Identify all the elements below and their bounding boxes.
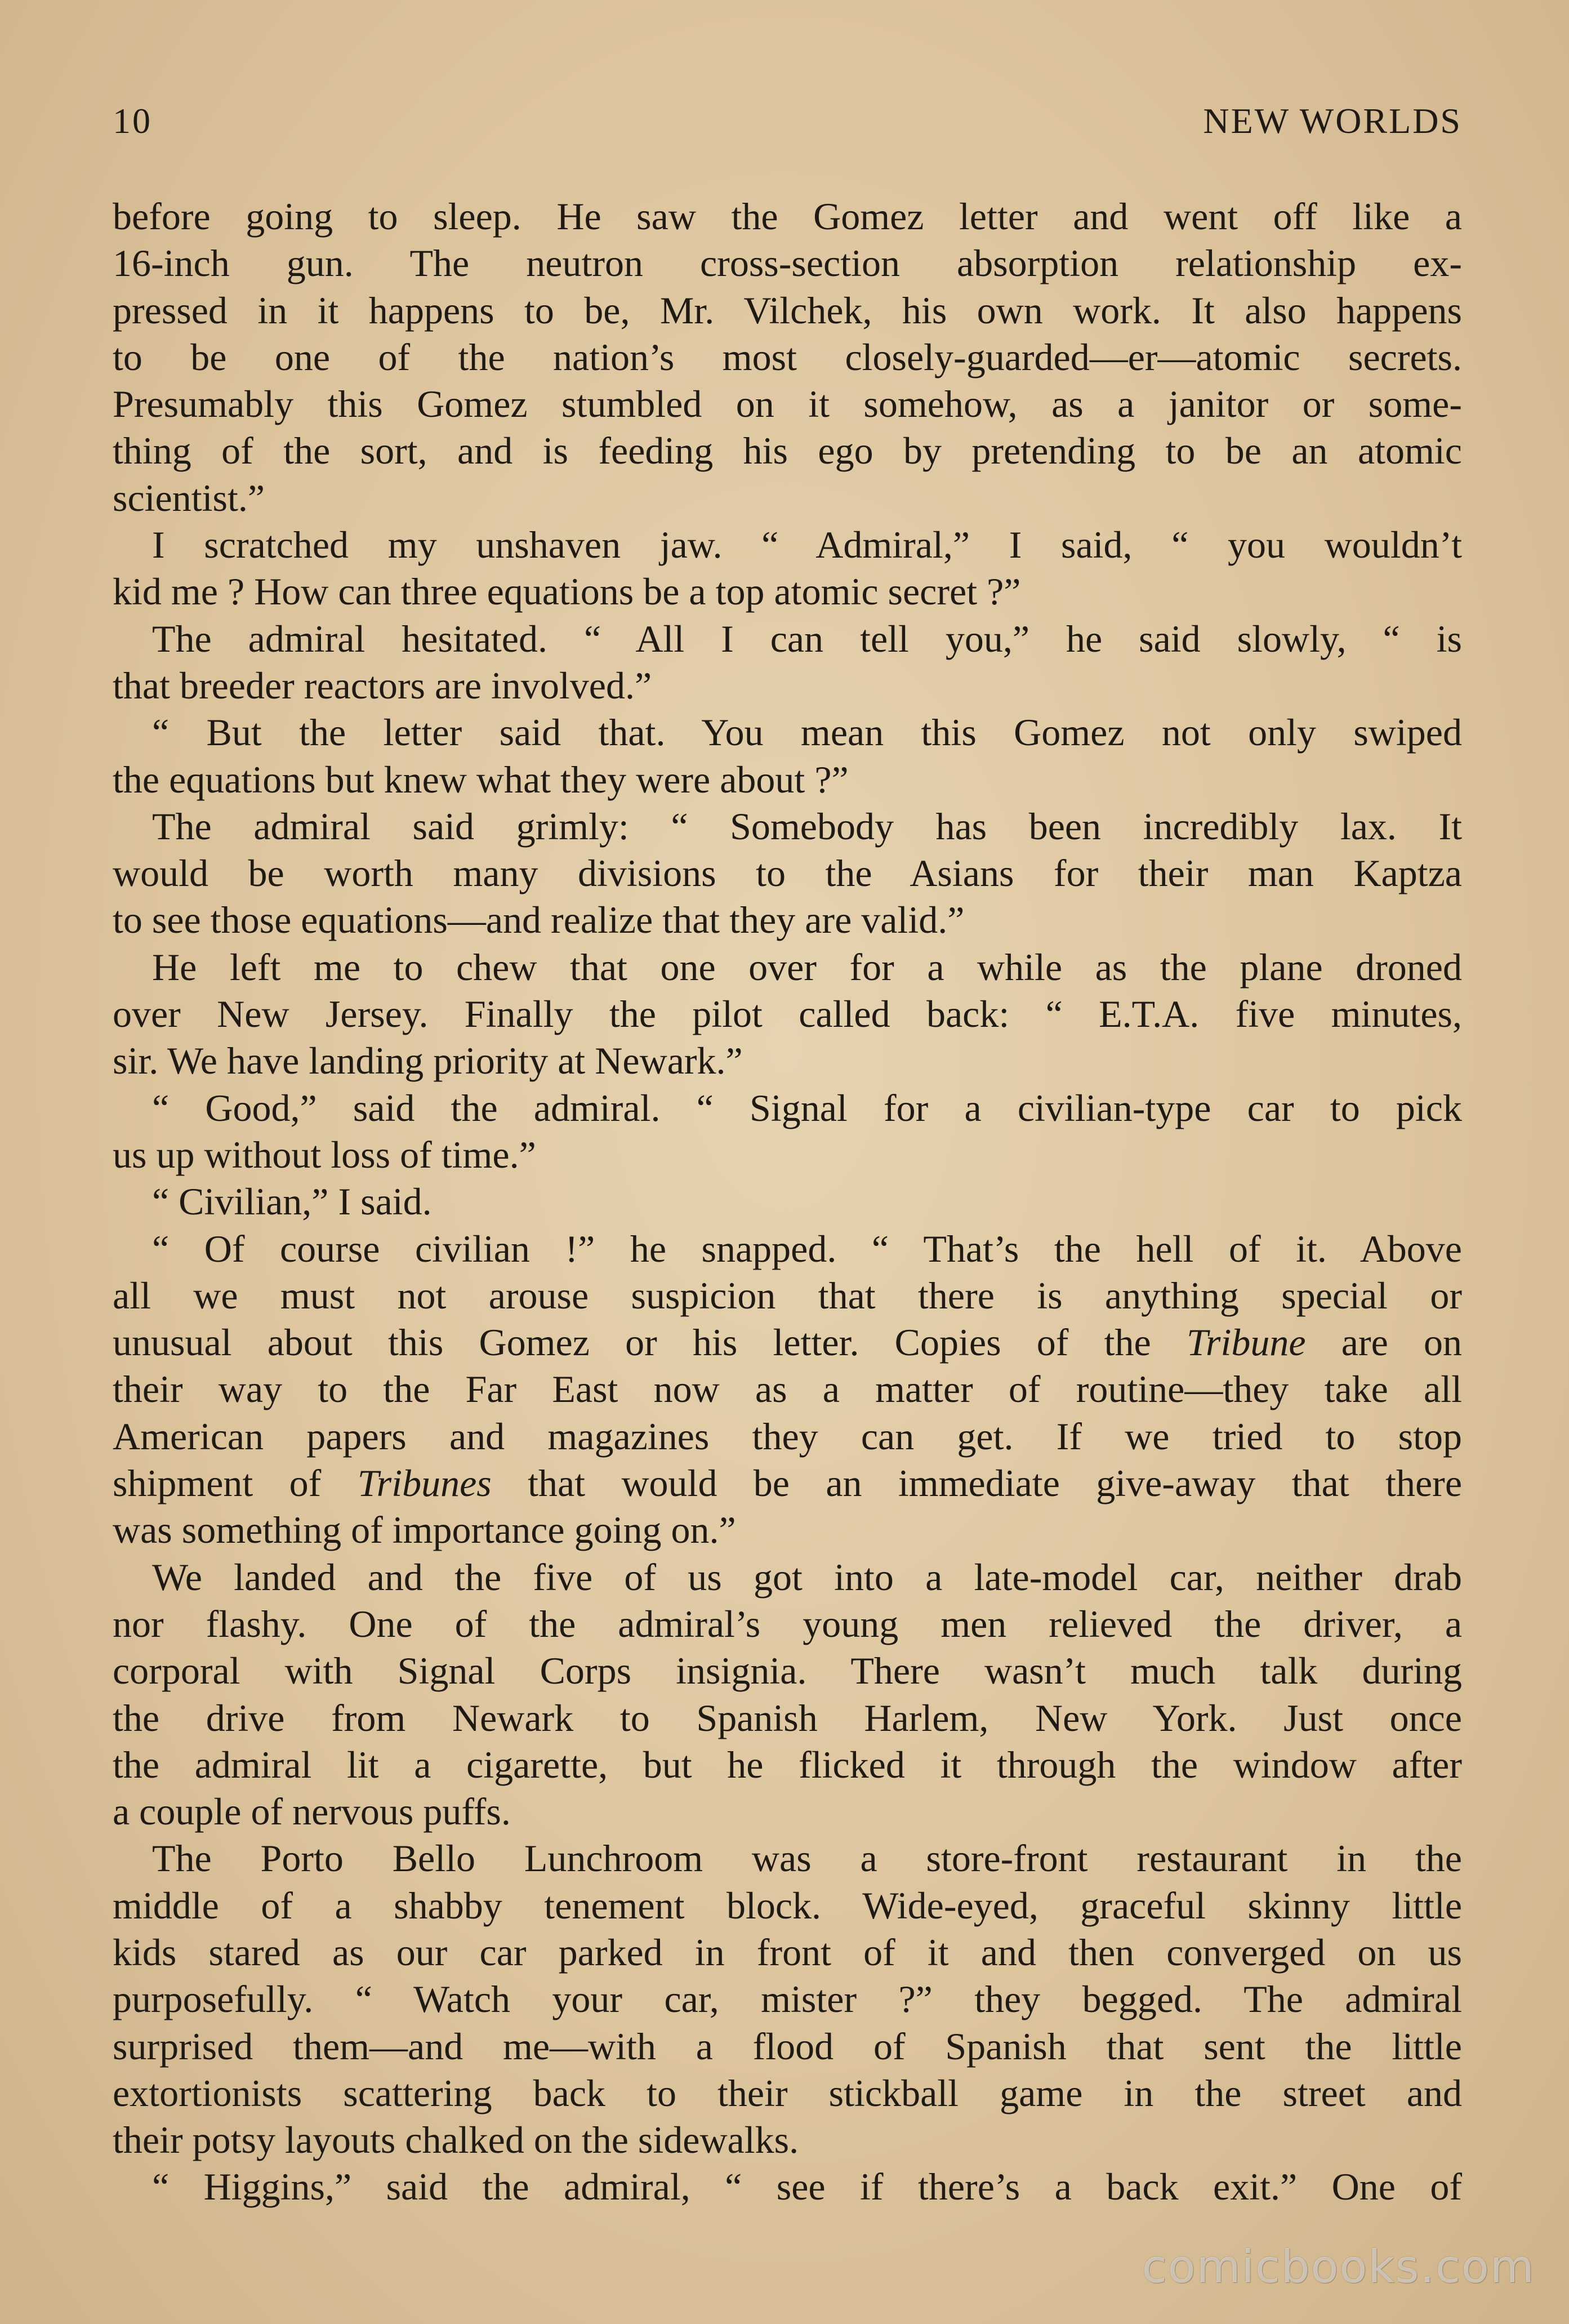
paragraph [113, 1085, 1462, 1179]
text-line: was something of importance going on.” [113, 1508, 736, 1552]
paragraph [113, 1178, 1462, 1225]
paragraph [113, 522, 1462, 616]
paragraph [113, 803, 1462, 944]
text-line: the admiral lit a cigarette, but he flicked it through the window after [113, 1743, 1462, 1786]
watermark-logo: comicbooks.com [1142, 2241, 1535, 2293]
italic-title: Tribunes [357, 1462, 492, 1505]
text-line: that breeder reactors are involved.” [113, 664, 652, 707]
text-line: “ Higgins,” said the admiral, “ see if there’s a back exit.” One of [152, 2165, 1462, 2209]
text-line: shipment of Tribunes that would be an immediate give-away that there [113, 1462, 1462, 1505]
paragraph [113, 1835, 1462, 2163]
text-line: “ Good,” said the admiral. “ Signal for a civilian-type car to pick [152, 1086, 1462, 1129]
text-line: “ Civilian,” I said. [152, 1180, 432, 1223]
text-line: their way to the Far East now as a matter of routine—they take all [113, 1368, 1462, 1411]
text-line: to be one of the nation’s most closely-guarded—er—atomic secrets. [113, 335, 1462, 379]
text-line: the equations but knew what they were about ?” [113, 758, 849, 801]
text-line: sir. We have landing priority at Newark.” [113, 1039, 743, 1083]
text-line: to see those equations—and realize that they are valid.” [113, 898, 965, 942]
paragraph [113, 193, 1462, 522]
page-number: 10 [113, 101, 152, 141]
text-line: We landed and the five of us got into a late-model car, neither drab [152, 1555, 1462, 1599]
text-line: Presumably this Gomez stumbled on it somehow, as a janitor or some- [113, 382, 1462, 426]
text-line: kids stared as our car parked in front of it and then converged on us [113, 1930, 1462, 1974]
text-line: The admiral hesitated. “ All I can tell you,” he said slowly, “ is [152, 617, 1462, 660]
text-line: surprised them—and me—with a flood of Spanish that sent the little [113, 2024, 1462, 2068]
text-line: He left me to chew that one over for a while as the plane droned [152, 945, 1462, 989]
text-line: 16-inch gun. The neutron cross-section absorption relationship ex- [113, 242, 1462, 285]
text-line: would be worth many divisions to the Asians for their man Kaptza [113, 852, 1462, 895]
text-line: over New Jersey. Finally the pilot called back: “ E.T.A. five minutes, [113, 992, 1462, 1036]
text-line: us up without loss of time.” [113, 1133, 536, 1176]
text-line: their potsy layouts chalked on the sidewalks. [113, 2118, 799, 2162]
text-line: extortionists scattering back to their stickball game in the street and [113, 2071, 1462, 2114]
italic-title: Tribune [1186, 1321, 1306, 1364]
text-line: The Porto Bello Lunchroom was a store-front restaurant in the [152, 1837, 1462, 1880]
text-line: purposefully. “ Watch your car, mister ?” they begged. The admiral [113, 1978, 1462, 2021]
text-line: middle of a shabby tenement block. Wide-eyed, graceful skinny little [113, 1884, 1462, 1927]
text-line: “ Of course civilian !” he snapped. “ That’s the hell of it. Above [152, 1227, 1462, 1270]
paragraph [113, 1554, 1462, 1836]
paragraph [113, 616, 1462, 710]
text-line: all we must not arouse suspicion that there is anything special or [113, 1274, 1462, 1317]
text-line: corporal with Signal Corps insignia. There wasn’t much talk during [113, 1649, 1462, 1693]
text-line: a couple of nervous puffs. [113, 1790, 511, 1833]
text-line: unusual about this Gomez or his letter. Copies of the Tribune are on [113, 1321, 1462, 1364]
text-line: before going to sleep. He saw the Gomez letter and went off like a [113, 195, 1462, 238]
paragraph [113, 1226, 1462, 1554]
body-text [113, 193, 1462, 2211]
text-line: American papers and magazines they can get. If we tried to stop [113, 1414, 1462, 1458]
text-line: kid me ? How can three equations be a top atomic secret ?” [113, 570, 1021, 613]
page-header [113, 100, 1462, 151]
text-line: nor flashy. One of the admiral’s young men relieved the driver, a [113, 1602, 1462, 1645]
text-line: “ But the letter said that. You mean this Gomez not only swiped [152, 711, 1462, 754]
text-line: scientist.” [113, 476, 265, 519]
paragraph [113, 2163, 1462, 2210]
text-line: The admiral said grimly: “ Somebody has been incredibly lax. It [152, 804, 1462, 848]
text-line: pressed in it happens to be, Mr. Vilchek, his own work. It also happens [113, 288, 1462, 332]
text-line: thing of the sort, and is feeding his ego by pretending to be an atomic [113, 429, 1462, 473]
text-line: I scratched my unshaven jaw. “ Admiral,” I said, “ you wouldn’t [152, 523, 1462, 567]
text-line: the drive from Newark to Spanish Harlem, New York. Just once [113, 1696, 1462, 1739]
running-head: NEW WORLDS [1203, 101, 1462, 141]
paragraph [113, 944, 1462, 1085]
paragraph [113, 709, 1462, 803]
